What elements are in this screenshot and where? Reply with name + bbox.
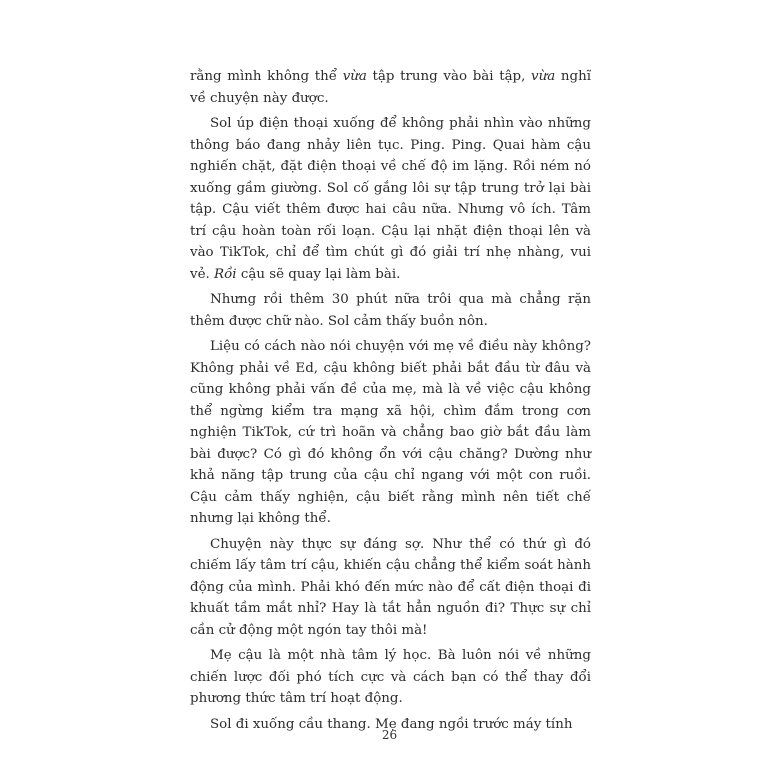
text-run: tập trung vào bài tập,: [366, 69, 532, 84]
paragraph: [190, 336, 591, 530]
text-run: Nhưng rồi thêm 30 phút nữa trôi qua mà chẳng rặn thêm được chữ nào. Sol cảm thấy buồn nôn.: [190, 292, 591, 329]
italic-text-run: Rồi: [214, 266, 237, 282]
text-run: Sol đi xuống cầu thang. Mẹ đang ngồi trước máy tính: [210, 716, 573, 732]
text-run: Liệu có cách nào nói chuyện với mẹ về điều này không? Không phải về Ed, cậu không biết phải bắt đầu từ đâu và cũng không phải vấn đề của mẹ, mà là về việc cậu không thể ngừng kiểm tra mạng xã hội, chìm đắm trong cơn nghiện TikTok, cứ trì hoãn và chẳng bao giờ bắt đầu làm bài được? Có gì đó không ổn với cậu chăng? Dường như khả năng tập trung của cậu chỉ ngang với một con ruồi. Cậu cảm thấy nghiện, cậu biết rằng mình nên tiết chế nhưng lại không thể.: [190, 339, 591, 526]
text-run: Sol úp điện thoại xuống để không phải nhìn vào những thông báo đang nhảy liên tục. Ping. Ping. Quai hàm cậu nghiến chặt, đặt điện thoại về chế độ im lặng. Rồi ném nó xuống gầm giường. Sol cố gắng lôi sự tập trung trở lại bài tập. Cậu viết thêm được hai câu nữa. Nhưng vô ích. Tâm trí cậu hoàn toàn rối loạn. Cậu lại nhặt điện thoại lên và vào TikTok, chỉ để tìm chút gì đó giải trí nhẹ nhàng, vui vẻ.: [190, 116, 591, 282]
text-run: Chuyện này thực sự đáng sợ. Như thể có thứ gì đó chiếm lấy tâm trí cậu, khiến cậu chẳng thể kiểm soát hành động của mình. Phải khó đến mức nào để cất điện thoại đi khuất tầm mắt nhỉ? Hay là tắt hẳn nguồn đi? Thực sự chỉ cần cử động một ngón tay thôi mà!: [190, 536, 591, 638]
text-run: cậu sẽ quay lại làm bài.: [236, 266, 401, 282]
paragraph: [190, 534, 591, 642]
text-run: nghĩ về chuyện này được.: [190, 69, 591, 106]
text-run: Mẹ cậu là một nhà tâm lý học. Bà luôn nói về những chiến lược đối phó tích cực và cách bạn có thể thay đổi phương thức tâm trí hoạt động.: [190, 648, 591, 706]
paragraph: [190, 66, 591, 109]
paragraph: [190, 289, 591, 332]
italic-text-run: vừa: [342, 69, 367, 84]
text-run: rằng mình không thể: [190, 69, 343, 84]
paragraph: [190, 645, 591, 710]
page-number: 26: [381, 728, 398, 742]
italic-text-run: vừa: [531, 69, 556, 84]
body-text: [190, 66, 591, 739]
paragraph: [190, 113, 591, 285]
